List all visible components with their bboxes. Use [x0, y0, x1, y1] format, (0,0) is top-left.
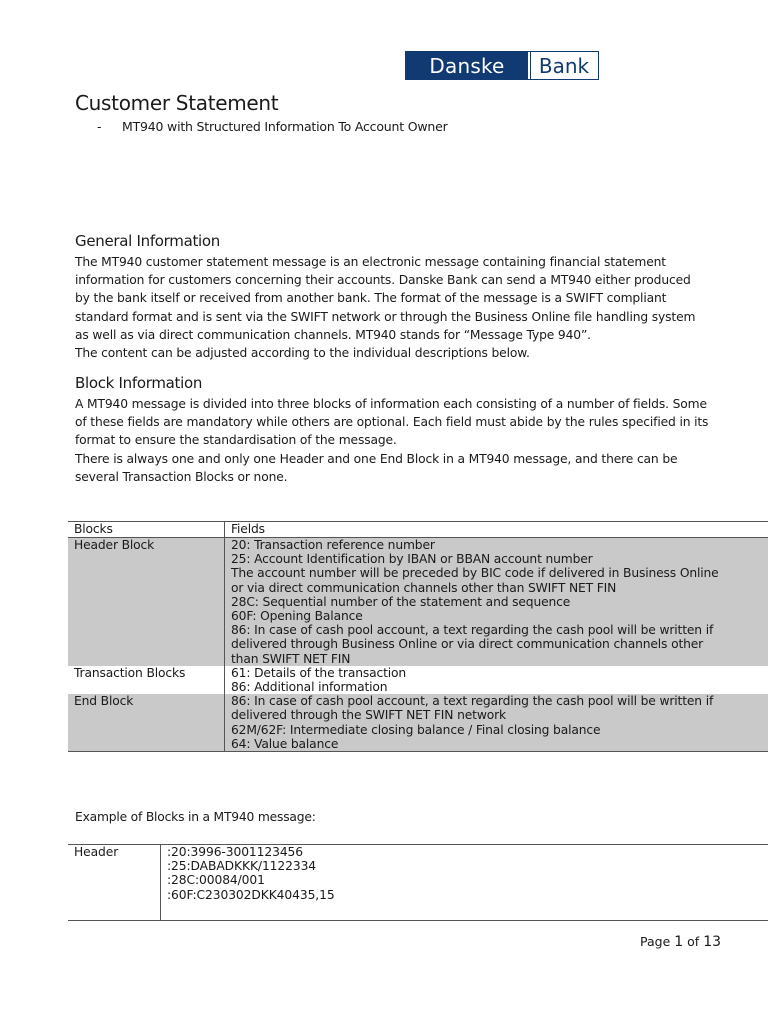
page-current: 1	[674, 934, 684, 950]
logo-left: Danske	[406, 52, 528, 79]
page-prefix: Page	[640, 934, 671, 949]
field-line: 20: Transaction reference number	[231, 538, 435, 552]
example-label: Header	[68, 845, 161, 921]
general-line: as well as via direct communication channels. MT940 stands for “Message Type 940”.	[75, 327, 591, 342]
block-info-line: several Transaction Blocks or none.	[75, 469, 288, 484]
page-title: Customer Statement	[75, 91, 279, 115]
field-line: 86: In case of cash pool account, a text regarding the cash pool will be written if	[231, 694, 714, 709]
block-info-line: of these fields are mandatory while others are optional. Each field must abide by the rules specified in its	[75, 415, 709, 430]
example-title: Example of Blocks in a MT940 message:	[75, 810, 316, 824]
example-line: :25:DABADKKK/1122334	[167, 859, 317, 874]
subtitle-bullet: -	[97, 119, 102, 134]
general-line: by the bank itself or received from another bank. The format of the message is a SWIFT compliant	[75, 291, 667, 306]
field-line: 60F: Opening Balance	[231, 609, 363, 624]
example-line: :28C:00084/001	[167, 873, 265, 888]
table-row	[68, 666, 768, 694]
field-line: or via direct communication channels other than SWIFT NET FIN	[231, 580, 617, 595]
block-info-paragraph	[75, 395, 735, 486]
example-lines	[161, 845, 768, 921]
field-line: than SWIFT NET FIN	[231, 651, 351, 666]
field-line: 25: Account Identification by IBAN or BBAN account number	[231, 552, 593, 567]
example-line: :60F:C230302DKK40435,15	[167, 887, 335, 902]
logo-right: Bank	[528, 52, 598, 79]
field-line: delivered through the SWIFT NET FIN network	[231, 708, 506, 723]
column-header-blocks: Blocks	[68, 522, 225, 538]
table-header-row	[68, 522, 768, 538]
field-line: 61: Details of the transaction	[231, 665, 407, 680]
field-line: 62M/62F: Intermediate closing balance / Final closing balance	[231, 722, 601, 737]
subtitle-text: MT940 with Structured Information To Account Owner	[122, 119, 448, 134]
block-fields	[225, 538, 768, 666]
field-line: 28C: Sequential number of the statement and sequence	[231, 594, 571, 609]
example-line: :20:3996-3001123456	[167, 845, 304, 859]
danske-bank-logo	[405, 51, 599, 80]
blocks-table	[68, 521, 768, 752]
block-name: End Block	[68, 694, 225, 751]
block-fields	[225, 666, 768, 694]
field-line: 86: In case of cash pool account, a text regarding the cash pool will be written if	[231, 623, 714, 638]
block-info-line: A MT940 message is divided into three blocks of information each consisting of a number of fields. Some	[75, 397, 707, 411]
table-row	[68, 538, 768, 666]
block-fields	[225, 694, 768, 751]
page-number	[640, 934, 721, 950]
example-table	[68, 844, 768, 921]
page-of: of	[687, 934, 700, 949]
table-row	[68, 845, 768, 921]
general-line: standard format and is sent via the SWIFT network or through the Business Online file handling system	[75, 309, 696, 324]
general-heading: General Information	[75, 232, 221, 250]
general-line: information for customers concerning their accounts. Danske Bank can send a MT940 either produced	[75, 273, 691, 288]
field-line: 86: Additional information	[231, 680, 388, 695]
subtitle	[97, 119, 448, 134]
block-info-line: format to ensure the standardisation of the message.	[75, 433, 397, 448]
field-line: 64: Value balance	[231, 736, 339, 751]
general-line: The MT940 customer statement message is an electronic message containing financial statement	[75, 255, 666, 269]
field-line: delivered through Business Online or via direct communication channels other	[231, 637, 704, 652]
field-line: The account number will be preceded by BIC code if delivered in Business Online	[231, 566, 719, 581]
block-name: Header Block	[68, 538, 225, 666]
page-total: 13	[703, 934, 722, 950]
block-info-line: There is always one and only one Header and one End Block in a MT940 message, and there can be	[75, 451, 678, 466]
block-name: Transaction Blocks	[68, 666, 225, 694]
general-paragraph	[75, 253, 735, 362]
general-line: The content can be adjusted according to the individual descriptions below.	[75, 346, 530, 361]
table-row	[68, 694, 768, 751]
column-header-fields: Fields	[225, 522, 768, 538]
block-info-heading: Block Information	[75, 374, 203, 392]
